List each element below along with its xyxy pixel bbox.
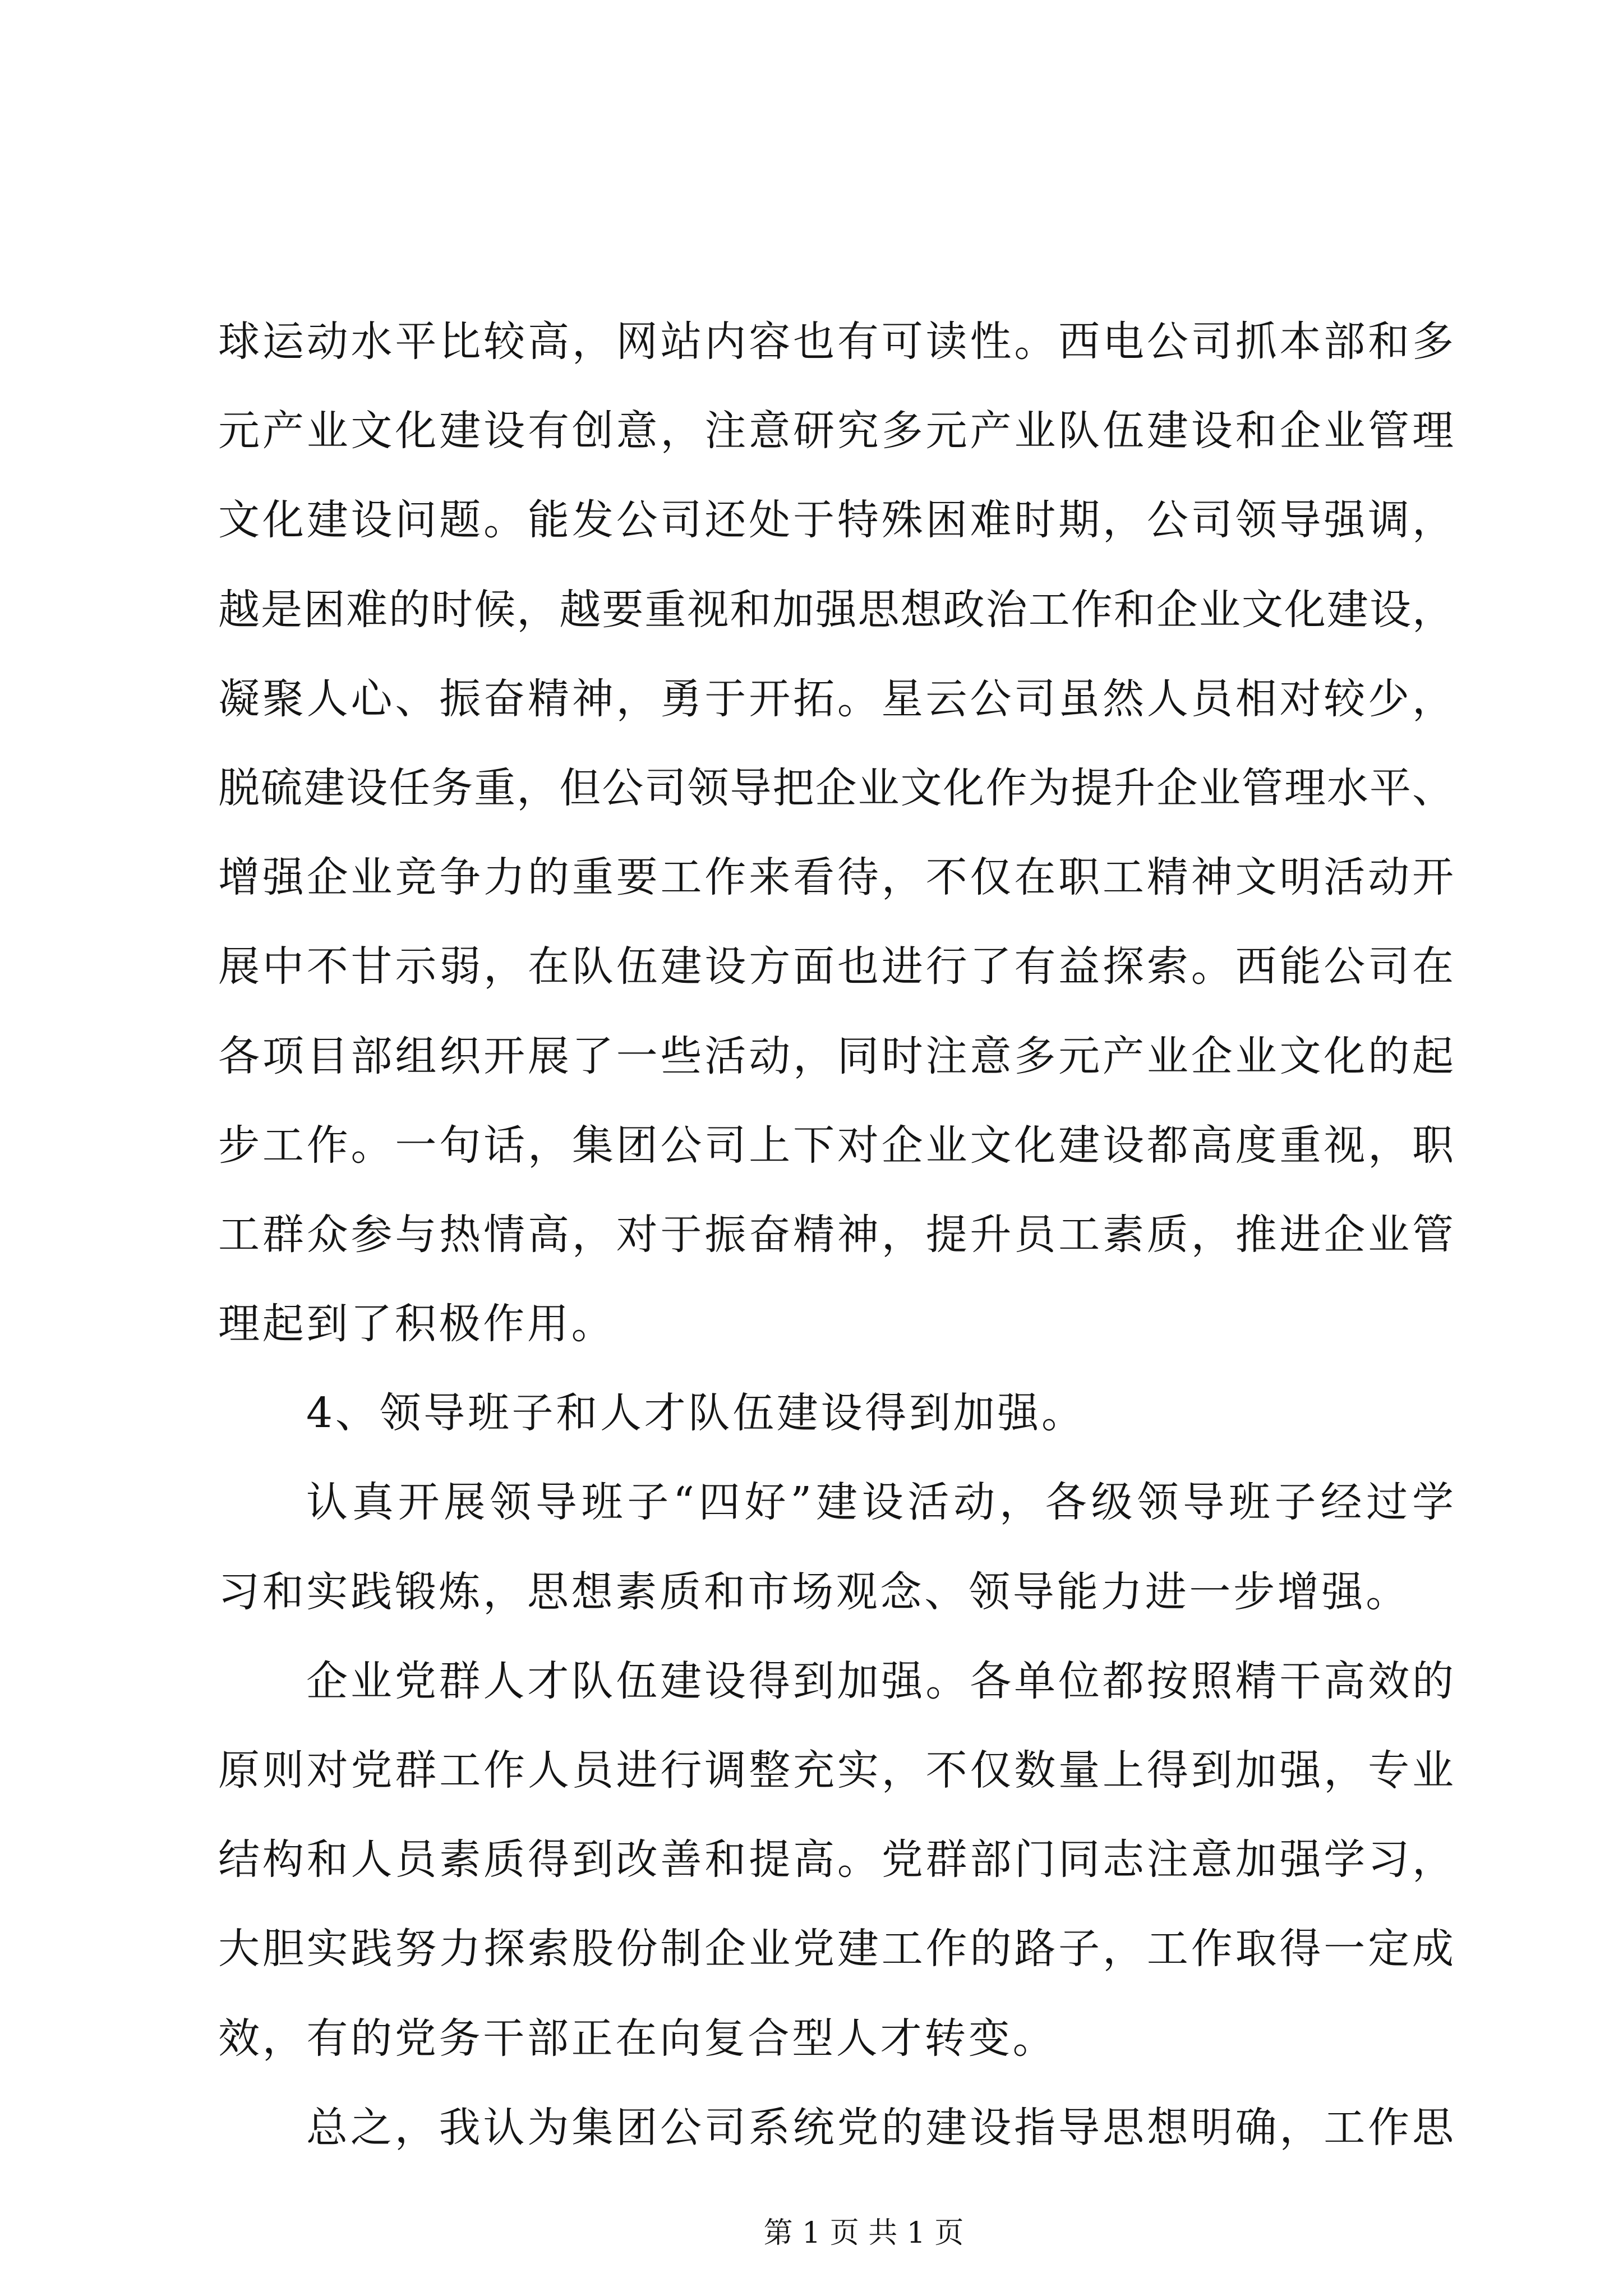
- text-line: 脱硫建设任务重，但公司领导把企业文化作为提升企业管理水平、: [218, 763, 1454, 812]
- text-line: 增强企业竞争力的重要工作来看待，不仅在职工精神文明活动开: [218, 853, 1454, 902]
- document-body: [218, 297, 1454, 2173]
- page-number: 第 1 页 共 1 页: [763, 2216, 964, 2250]
- text-line: 各项目部组织开展了一些活动，同时注意多元产业企业文化的起: [218, 1032, 1454, 1080]
- paragraph: [218, 1458, 1454, 1636]
- text-line: 认真开展领导班子“四好”建设活动，各级领导班子经过学: [306, 1478, 1454, 1527]
- paragraph-continued: [218, 297, 1454, 1369]
- text-line: 习和实践锻炼，思想素质和市场观念、领导能力进一步增强。: [218, 1567, 1410, 1616]
- text-line: 效，有的党务干部正在向复合型人才转变。: [218, 2014, 1057, 2063]
- text-line: 理起到了积极作用。: [218, 1300, 616, 1349]
- text-line: 结构和人员素质得到改善和提高。党群部门同志注意加强学习，: [218, 1835, 1454, 1884]
- text-line: 总之，我认为集团公司系统党的建设指导思想明确，工作思: [306, 2103, 1454, 2152]
- text-line: 越是困难的时候，越要重视和加强思想政治工作和企业文化建设，: [218, 585, 1454, 634]
- text-line: 步工作。一句话，集团公司上下对企业文化建设都高度重视，职: [218, 1121, 1454, 1170]
- text-line: 文化建设问题。能发公司还处于特殊困难时期，公司领导强调，: [218, 496, 1454, 545]
- text-line: 大胆实践努力探索股份制企业党建工作的路子，工作取得一定成: [218, 1925, 1454, 1973]
- text-line: 元产业文化建设有创意，注意研究多元产业队伍建设和企业管理: [218, 407, 1454, 455]
- paragraph: [218, 2083, 1454, 2173]
- section-heading: [218, 1369, 1454, 1458]
- text-line: 企业党群人才队伍建设得到加强。各单位都按照精干高效的: [306, 1657, 1454, 1705]
- page-footer: [723, 2211, 1004, 2256]
- paragraph: [218, 1637, 1454, 2083]
- text-line: 凝聚人心、振奋精神，勇于开拓。星云公司虽然人员相对较少，: [218, 674, 1454, 723]
- text-line: 工群众参与热情高，对于振奋精神，提升员工素质，推进企业管: [218, 1210, 1454, 1259]
- section-heading-text: 4、领导班子和人才队伍建设得到加强。: [306, 1389, 1086, 1438]
- text-line: 球运动水平比较高，网站内容也有可读性。西电公司抓本部和多: [218, 318, 1454, 366]
- text-line: 展中不甘示弱，在队伍建设方面也进行了有益探索。西能公司在: [218, 942, 1454, 991]
- text-line: 原则对党群工作人员进行调整充实，不仅数量上得到加强，专业: [218, 1746, 1454, 1795]
